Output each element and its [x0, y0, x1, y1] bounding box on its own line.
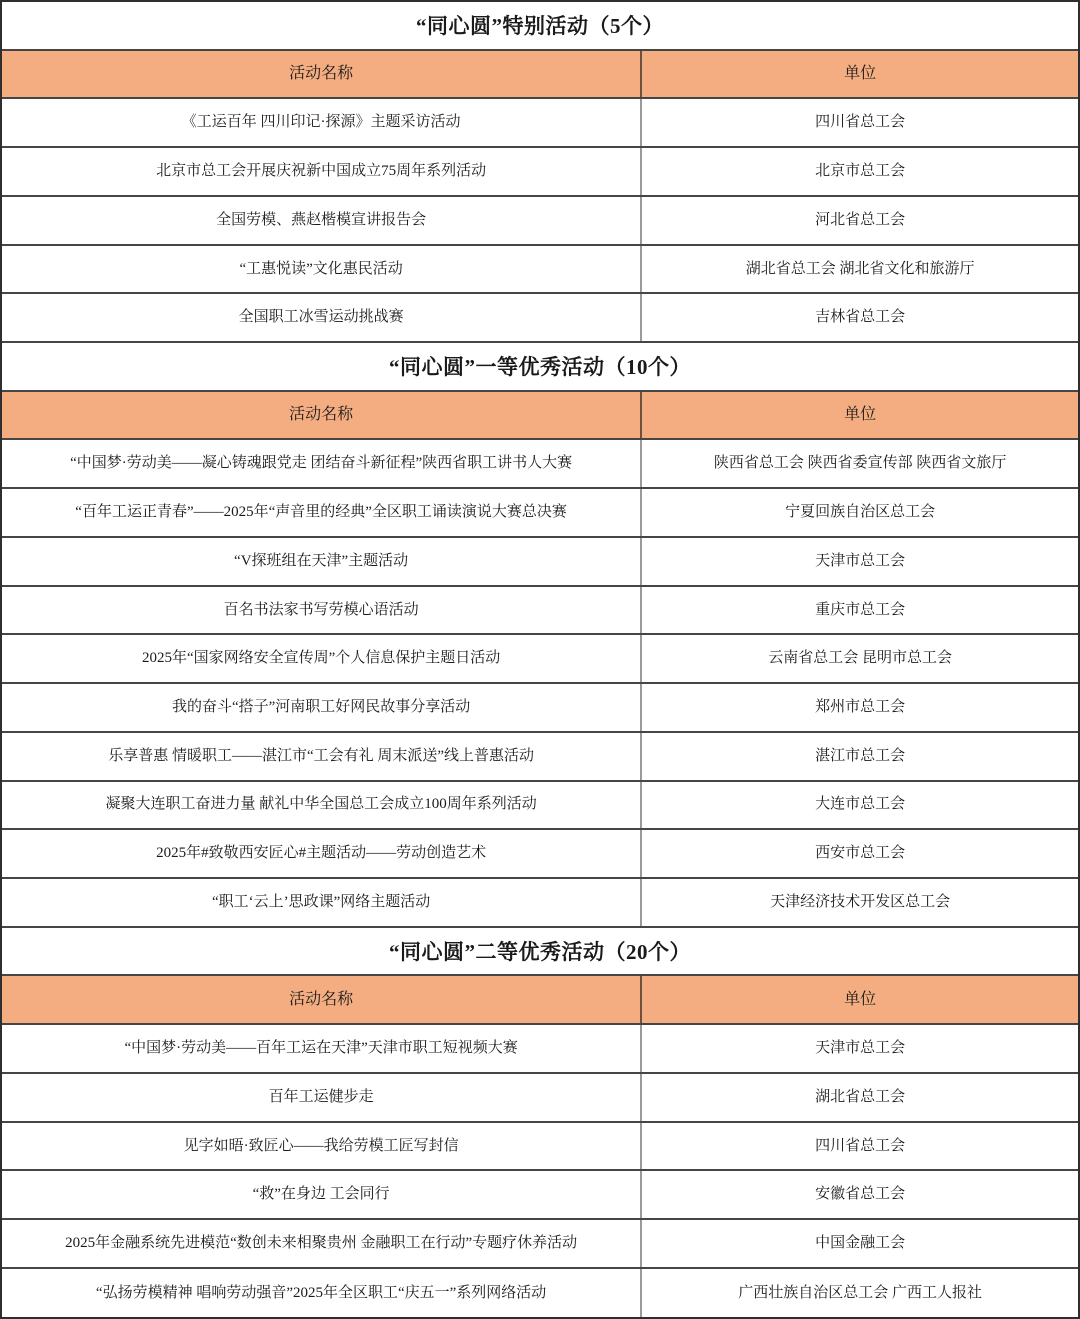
- table-row: [2, 1220, 1078, 1269]
- unit-cell: 湖北省总工会 湖北省文化和旅游厅: [745, 260, 975, 277]
- table-row: [2, 1269, 1078, 1318]
- activity-name-cell: 《工运百年 四川印记·探源》主题采访活动: [2, 99, 642, 146]
- table-row: [2, 733, 1078, 782]
- table-row: [2, 148, 1078, 197]
- unit-cell: 宁夏回族自治区总工会: [785, 504, 936, 521]
- unit-cell: 重庆市总工会: [815, 601, 906, 618]
- unit-cell: 广西壮族自治区总工会 广西工人报社: [738, 1284, 982, 1301]
- table-row: [2, 1123, 1078, 1172]
- unit-cell: 中国金融工会: [815, 1234, 906, 1251]
- table-row: [2, 684, 1078, 733]
- activity-name-cell: 全国劳模、燕赵楷模宣讲报告会: [2, 197, 642, 244]
- table-row: [2, 294, 1078, 343]
- table-row: [2, 1025, 1078, 1074]
- section-title-row: [2, 2, 1078, 51]
- column-header-row: [2, 976, 1078, 1025]
- table-row: [2, 1171, 1078, 1220]
- activity-name-cell: “弘扬劳模精神 唱响劳动强音”2025年全区职工“庆五一”系列网络活动: [2, 1269, 642, 1318]
- table-row: [2, 489, 1078, 538]
- unit-cell: 西安市总工会: [815, 845, 906, 862]
- activity-name-cell: “中国梦·劳动美——百年工运在天津”天津市职工短视频大赛: [2, 1025, 642, 1072]
- table-row: [2, 1074, 1078, 1123]
- table-row: [2, 782, 1078, 831]
- unit-cell: 云南省总工会 昆明市总工会: [768, 650, 952, 667]
- unit-cell: 河北省总工会: [815, 211, 906, 228]
- activity-name-cell: 乐享普惠 情暖职工——湛江市“工会有礼 周末派送”线上普惠活动: [2, 733, 642, 780]
- unit-cell: 天津市总工会: [815, 1040, 906, 1057]
- section-title-row: [2, 928, 1078, 977]
- unit-cell: 安徽省总工会: [815, 1186, 906, 1203]
- activity-name-cell: 2025年#致敬西安匠心#主题活动——劳动创造艺术: [2, 830, 642, 877]
- activity-name-cell: 2025年“国家网络安全宣传周”个人信息保护主题日活动: [2, 635, 642, 682]
- unit-cell: 郑州市总工会: [815, 699, 906, 716]
- column-header-row: [2, 51, 1078, 100]
- activity-name-cell: “中国梦·劳动美——凝心铸魂跟党走 团结奋斗新征程”陕西省职工讲书人大赛: [2, 440, 642, 487]
- column-header-unit: 单位: [844, 990, 877, 1008]
- unit-cell: 北京市总工会: [815, 163, 906, 180]
- table-row: [2, 830, 1078, 879]
- unit-cell: 天津经济技术开发区总工会: [770, 893, 951, 910]
- table-row: [2, 440, 1078, 489]
- unit-cell: 大连市总工会: [815, 796, 906, 813]
- activity-name-cell: 我的奋斗“搭子”河南职工好网民故事分享活动: [2, 684, 642, 731]
- unit-cell: 湛江市总工会: [815, 747, 906, 764]
- activity-name-cell: 凝聚大连职工奋进力量 献礼中华全国总工会成立100周年系列活动: [2, 782, 642, 829]
- table-row: [2, 587, 1078, 636]
- activity-name-cell: 北京市总工会开展庆祝新中国成立75周年系列活动: [2, 148, 642, 195]
- activity-name-cell: 百年工运健步走: [2, 1074, 642, 1121]
- table-row: [2, 246, 1078, 295]
- section-title: “同心圆”二等优秀活动（20个）: [389, 940, 691, 965]
- activity-name-cell: 全国职工冰雪运动挑战赛: [2, 294, 642, 341]
- unit-cell: 天津市总工会: [815, 552, 906, 569]
- unit-cell: 陕西省总工会 陕西省委宣传部 陕西省文旅厅: [713, 455, 1007, 472]
- unit-cell: 吉林省总工会: [815, 309, 906, 326]
- activity-name-cell: “工惠悦读”文化惠民活动: [2, 246, 642, 293]
- unit-cell: 四川省总工会: [815, 114, 906, 131]
- activity-name-cell: 百名书法家书写劳模心语活动: [2, 587, 642, 634]
- section-title: “同心圆”特别活动（5个）: [416, 14, 664, 39]
- activity-name-cell: “职工‘云上’思政课”网络主题活动: [2, 879, 642, 926]
- section-title: “同心圆”一等优秀活动（10个）: [389, 355, 691, 380]
- column-header-activity-name: 活动名称: [2, 51, 642, 98]
- activity-name-cell: “百年工运正青春”——2025年“声音里的经典”全区职工诵读演说大赛总决赛: [2, 489, 642, 536]
- column-header-row: [2, 392, 1078, 441]
- activity-name-cell: 2025年金融系统先进模范“数创未来相聚贵州 金融职工在行动”专题疗休养活动: [2, 1220, 642, 1267]
- table-row: [2, 879, 1078, 928]
- activity-name-cell: “救”在身边 工会同行: [2, 1171, 642, 1218]
- column-header-activity-name: 活动名称: [2, 976, 642, 1023]
- table-row: [2, 635, 1078, 684]
- column-header-unit: 单位: [844, 406, 877, 424]
- column-header-unit: 单位: [844, 65, 877, 83]
- section-title-row: [2, 343, 1078, 392]
- table-row: [2, 99, 1078, 148]
- column-header-activity-name: 活动名称: [2, 392, 642, 439]
- unit-cell: 四川省总工会: [815, 1137, 906, 1154]
- activity-name-cell: 见字如晤·致匠心——我给劳模工匠写封信: [2, 1123, 642, 1170]
- activity-name-cell: “V探班组在天津”主题活动: [2, 538, 642, 585]
- table-row: [2, 538, 1078, 587]
- table-row: [2, 197, 1078, 246]
- unit-cell: 湖北省总工会: [815, 1088, 906, 1105]
